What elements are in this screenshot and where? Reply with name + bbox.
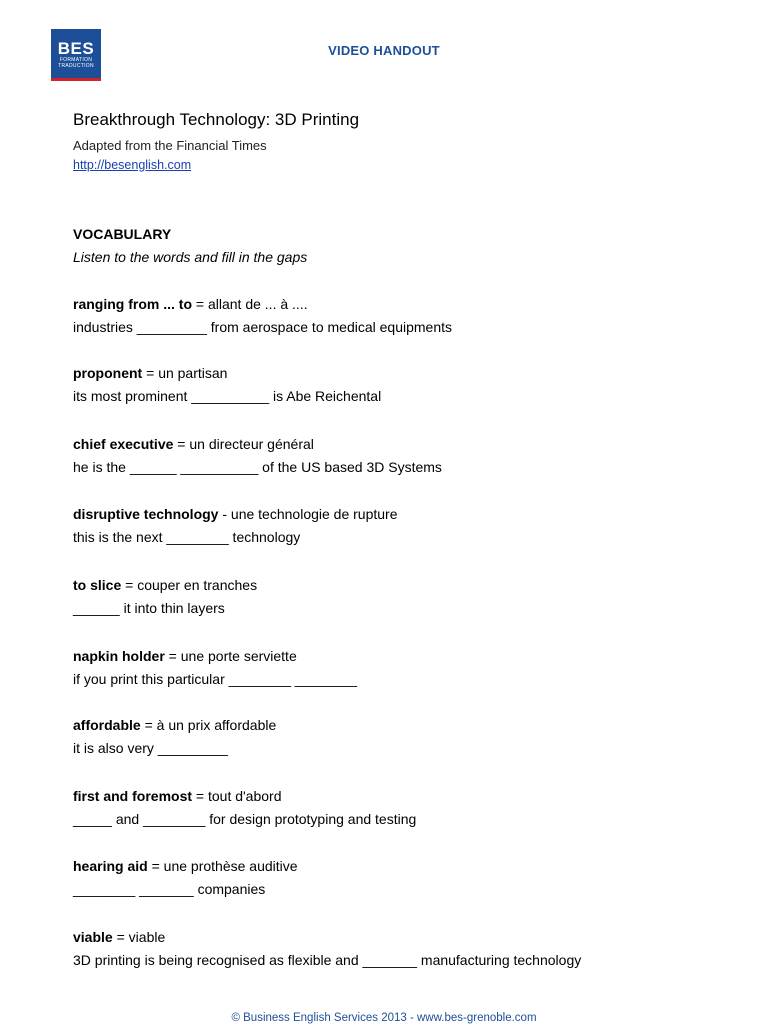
gap-fill-sentence: 3D printing is being recognised as flexible and _______ manufacturing technology xyxy=(73,952,582,968)
vocab-translation: tout d'abord xyxy=(207,788,282,804)
page-footer: © Business English Services 2013 - www.bes-grenoble.com xyxy=(231,1012,537,1024)
vocab-separator: = xyxy=(112,929,129,945)
vocab-entry xyxy=(73,293,452,339)
vocabulary-heading: VOCABULARY xyxy=(73,226,172,242)
gap-fill-sentence: he is the ______ __________ of the US based 3D Systems xyxy=(73,459,442,475)
vocab-separator: = xyxy=(192,296,208,312)
gap-fill-sentence: its most prominent __________ is Abe Reichental xyxy=(73,388,382,404)
vocab-entry xyxy=(73,785,416,831)
gap-fill-sentence: ________ _______ companies xyxy=(73,881,266,897)
vocab-translation: allant de ... à .... xyxy=(207,296,308,312)
vocab-translation: une prothèse auditive xyxy=(163,858,298,874)
vocab-translation: une porte serviette xyxy=(180,648,297,664)
vocab-translation: viable xyxy=(128,929,166,945)
vocab-term: disruptive technology xyxy=(73,506,219,522)
vocab-entry xyxy=(73,362,381,408)
gap-fill-sentence: ______ it into thin layers xyxy=(73,600,225,616)
vocab-translation: une technologie de rupture xyxy=(230,506,398,522)
vocab-translation: un directeur général xyxy=(189,436,314,452)
vocab-term: hearing aid xyxy=(73,858,148,874)
vocab-term: chief executive xyxy=(73,436,174,452)
source-attribution: Adapted from the Financial Times xyxy=(73,138,267,153)
vocab-entry xyxy=(73,926,581,972)
vocab-definition xyxy=(73,293,452,316)
vocab-definition xyxy=(73,926,581,949)
vocab-separator: = xyxy=(147,858,164,874)
vocab-definition xyxy=(73,855,298,878)
vocab-definition xyxy=(73,714,276,737)
gap-fill-sentence: it is also very _________ xyxy=(73,740,228,756)
vocab-separator: = xyxy=(140,717,157,733)
vocab-term: first and foremost xyxy=(73,788,193,804)
vocab-separator: = xyxy=(142,365,159,381)
vocab-translation: couper en tranches xyxy=(137,577,258,593)
vocab-separator: = xyxy=(164,648,181,664)
vocab-definition xyxy=(73,503,398,526)
logo-text: BES xyxy=(57,39,95,58)
vocab-entry xyxy=(73,574,257,620)
vocab-term: viable xyxy=(73,929,113,945)
vocab-separator: = xyxy=(121,577,138,593)
vocab-term: proponent xyxy=(73,365,143,381)
vocab-term: to slice xyxy=(73,577,122,593)
vocab-translation: à un prix affordable xyxy=(156,717,277,733)
vocab-entry xyxy=(73,855,298,901)
vocab-definition xyxy=(73,362,381,385)
vocab-separator: = xyxy=(173,436,190,452)
vocab-translation: un partisan xyxy=(158,365,228,381)
vocab-separator: = xyxy=(192,788,208,804)
vocab-entry xyxy=(73,433,442,479)
gap-fill-sentence: if you print this particular ________ ________ xyxy=(73,671,358,687)
vocab-entry xyxy=(73,645,357,691)
vocab-entry xyxy=(73,714,276,760)
logo-subtext-2: TRADUCTION xyxy=(58,63,94,69)
vocab-definition xyxy=(73,433,442,456)
document-label: VIDEO HANDOUT xyxy=(328,43,440,58)
gap-fill-sentence: _____ and ________ for design prototyping and testing xyxy=(73,811,417,827)
vocab-term: napkin holder xyxy=(73,648,165,664)
gap-fill-sentence: this is the next ________ technology xyxy=(73,529,301,545)
vocab-definition xyxy=(73,574,257,597)
vocabulary-instructions: Listen to the words and fill in the gaps xyxy=(73,249,308,265)
gap-fill-sentence: industries _________ from aerospace to medical equipments xyxy=(73,319,453,335)
vocab-separator: - xyxy=(218,506,231,522)
vocab-term: affordable xyxy=(73,717,141,733)
website-link[interactable]: http://besenglish.com xyxy=(73,158,192,172)
vocab-entry xyxy=(73,503,398,549)
vocab-term: ranging from ... to xyxy=(73,296,192,312)
document-title: Breakthrough Technology: 3D Printing xyxy=(73,110,360,129)
vocab-definition xyxy=(73,645,357,668)
logo-subtext-1: FORMATION xyxy=(59,57,93,63)
vocab-definition xyxy=(73,785,416,808)
